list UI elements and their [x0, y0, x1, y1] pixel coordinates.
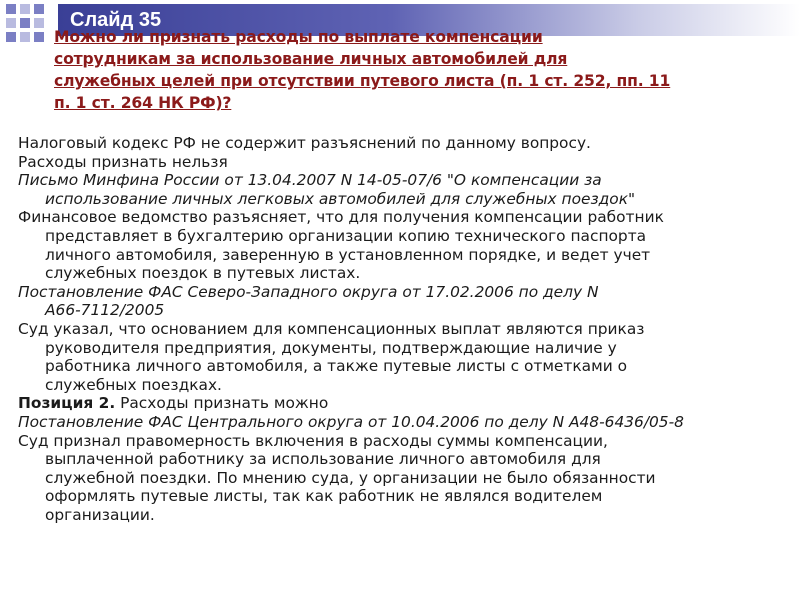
title-line: Можно ли признать расходы по выплате компенсации	[54, 28, 543, 46]
paragraph-position-2: Позиция 2. Расходы признать можно	[18, 394, 329, 413]
paragraph-fas-central: Постановление ФАС Центрального округа от 10.04.2006 по делу N А48-6436/05-8	[18, 412, 684, 431]
title-line: сотрудникам за использование личных автомобилей для	[54, 50, 568, 68]
decorative-squares	[6, 4, 58, 48]
title-line: служебных целей при отсутствии путевого листа (п. 1 ст. 252, пп. 11	[54, 72, 671, 90]
paragraph-minfin-letter: Письмо Минфина России от 13.04.2007 N 14-05-07/6 "О компенсации за использование личных легковых автомобилей для служебных поездок"	[18, 171, 636, 208]
paragraph-tax-code: Налоговый кодекс РФ не содержит разъяснений по данному вопросу.	[18, 134, 591, 152]
paragraph-court-indicated: Суд указал, что основанием для компенсационных выплат являются приказ руководителя предприятия, документы, подтверждающие наличие у работника личного автомобиля, а также путевые листы с отметками о служебных поездках.	[18, 319, 645, 394]
title-line: п. 1 ст. 264 НК РФ)?	[54, 94, 232, 112]
paragraph-court-recognized: Суд признал правомерность включения в расходы суммы компенсации, выплаченной работнику за использование личного автомобиля для служебной поездки. По мнению суда, у организации не было обязанности оформлять путевые листы, так как работник не являлся водителем организации.	[18, 431, 656, 524]
slide-title	[54, 26, 774, 114]
paragraph-fas-northwest: Постановление ФАС Северо-Западного округа от 17.02.2006 по делу N А66-7112/2005	[18, 282, 599, 320]
slide-body	[18, 134, 788, 524]
paragraph-ministry-explanation: Финансовое ведомство разъясняет, что для получения компенсации работник представляет в бухгалтерию организации копию технического паспорта личного автомобиля, заверенную в установленном порядке, и ведет учет служебных поездок в путевых листах.	[18, 208, 664, 283]
paragraph-position-1: Расходы признать нельзя	[18, 152, 228, 171]
slide-number: Слайд 35	[70, 9, 162, 31]
